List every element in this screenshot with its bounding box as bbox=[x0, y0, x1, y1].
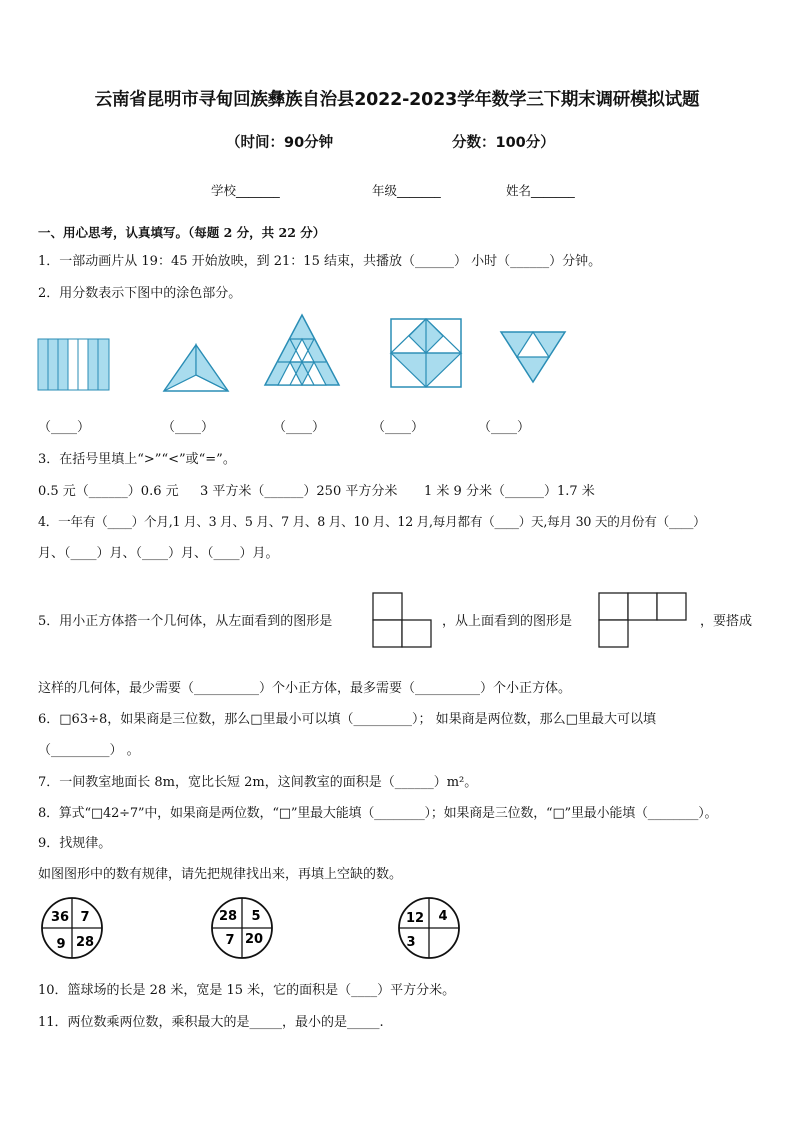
school-field[interactable]: 学校_______ bbox=[211, 183, 280, 198]
answer-blank[interactable]: （____） bbox=[38, 420, 91, 435]
pattern-circle bbox=[397, 896, 461, 960]
circle-number: 4 bbox=[438, 909, 448, 924]
figure-rectangle-stripes bbox=[38, 339, 110, 391]
question-1: 1．一部动画片从 19：45 开始放映，到 21：15 结束，共播放（______） 小时（______）分钟。 bbox=[38, 254, 602, 269]
answer-blank[interactable]: （____） bbox=[273, 420, 326, 435]
answer-blank[interactable]: （____） bbox=[478, 420, 531, 435]
question-6-cont: （_________） 。 bbox=[38, 743, 140, 758]
circle-number: 36 bbox=[50, 910, 70, 925]
circle-number: 7 bbox=[225, 933, 235, 948]
section-heading: 一、用心思考，认真填写。（每题 2 分，共 22 分） bbox=[38, 225, 326, 240]
circle-number: 9 bbox=[56, 937, 66, 952]
q3-item: 1 米 9 分米（______）1.7 米 bbox=[424, 484, 595, 499]
grade-field[interactable]: 年级_______ bbox=[372, 183, 441, 198]
circle-number: 20 bbox=[244, 932, 264, 947]
pattern-circle bbox=[40, 896, 104, 960]
question-3: 3．在括号里填上“>”“<”或“=”。 bbox=[38, 452, 236, 467]
q3-item: 3 平方米（______）250 平方分米 bbox=[200, 484, 398, 499]
question-4: 4．一年有（____）个月,1 月、3 月、5 月、7 月、8 月、10 月、12 月,每月都有（____）天,每月 30 天的月份有（____） bbox=[38, 514, 706, 529]
question-4-cont: 月、（____）月、（____）月、（____）月。 bbox=[38, 546, 279, 561]
question-5-mid: ，从上面看到的图形是 bbox=[442, 614, 573, 629]
figure-inverted-triangle bbox=[500, 331, 566, 383]
name-field[interactable]: 姓名_______ bbox=[506, 183, 575, 198]
circle-number: 28 bbox=[218, 909, 238, 924]
figure-triangle-centroid bbox=[163, 344, 229, 392]
left-view-figure bbox=[372, 592, 432, 648]
question-6: 6．□63÷8，如果商是三位数，那么□里最小可以填（_________）； 如果商是两位数，那么□里最大可以填 bbox=[38, 712, 656, 727]
circle-number: 5 bbox=[251, 909, 261, 924]
question-5-cont: 这样的几何体，最少需要（__________）个小正方体，最多需要（__________）个小正方体。 bbox=[38, 681, 572, 696]
circle-number: 3 bbox=[406, 935, 416, 950]
q3-item: 0.5 元（______）0.6 元 bbox=[38, 484, 179, 499]
page-title: 云南省昆明市寻甸回族彝族自治县2022-2023学年数学三下期末调研模拟试题 bbox=[94, 90, 700, 110]
top-view-figure bbox=[598, 592, 688, 648]
question-11: 11．两位数乘两位数，乘积最大的是_____，最小的是_____. bbox=[38, 1015, 384, 1030]
question-5-end: ，要搭成 bbox=[700, 614, 753, 629]
circle-number: 12 bbox=[405, 911, 425, 926]
circle-number: 7 bbox=[80, 910, 90, 925]
question-5: 5．用小正方体搭一个几何体，从左面看到的图形是 bbox=[38, 614, 333, 629]
pattern-circle bbox=[210, 896, 274, 960]
question-9: 9．找规律。 bbox=[38, 836, 112, 851]
figure-square-diamond bbox=[390, 318, 462, 388]
answer-blank[interactable]: （____） bbox=[162, 420, 215, 435]
question-10: 10．篮球场的长是 28 米，宽是 15 米，它的面积是（____）平方分米。 bbox=[38, 983, 456, 998]
question-7: 7．一间教室地面长 8m，宽比长短 2m，这间教室的面积是（______）m²。 bbox=[38, 775, 478, 790]
answer-blank[interactable]: （____） bbox=[372, 420, 425, 435]
figure-triangle-grid bbox=[264, 314, 340, 386]
time-limit: （时间：90分钟 bbox=[226, 135, 334, 151]
score-total: 分数：100分） bbox=[452, 135, 555, 151]
circle-number: 28 bbox=[75, 935, 95, 950]
question-9-desc: 如图图形中的数有规律，请先把规律找出来，再填上空缺的数。 bbox=[38, 867, 403, 882]
question-2: 2．用分数表示下图中的涂色部分。 bbox=[38, 286, 242, 301]
question-8: 8．算式“□42÷7”中，如果商是两位数，“□”里最大能填（________）；如果商是三位数，“□”里最小能填（________）。 bbox=[38, 806, 718, 821]
